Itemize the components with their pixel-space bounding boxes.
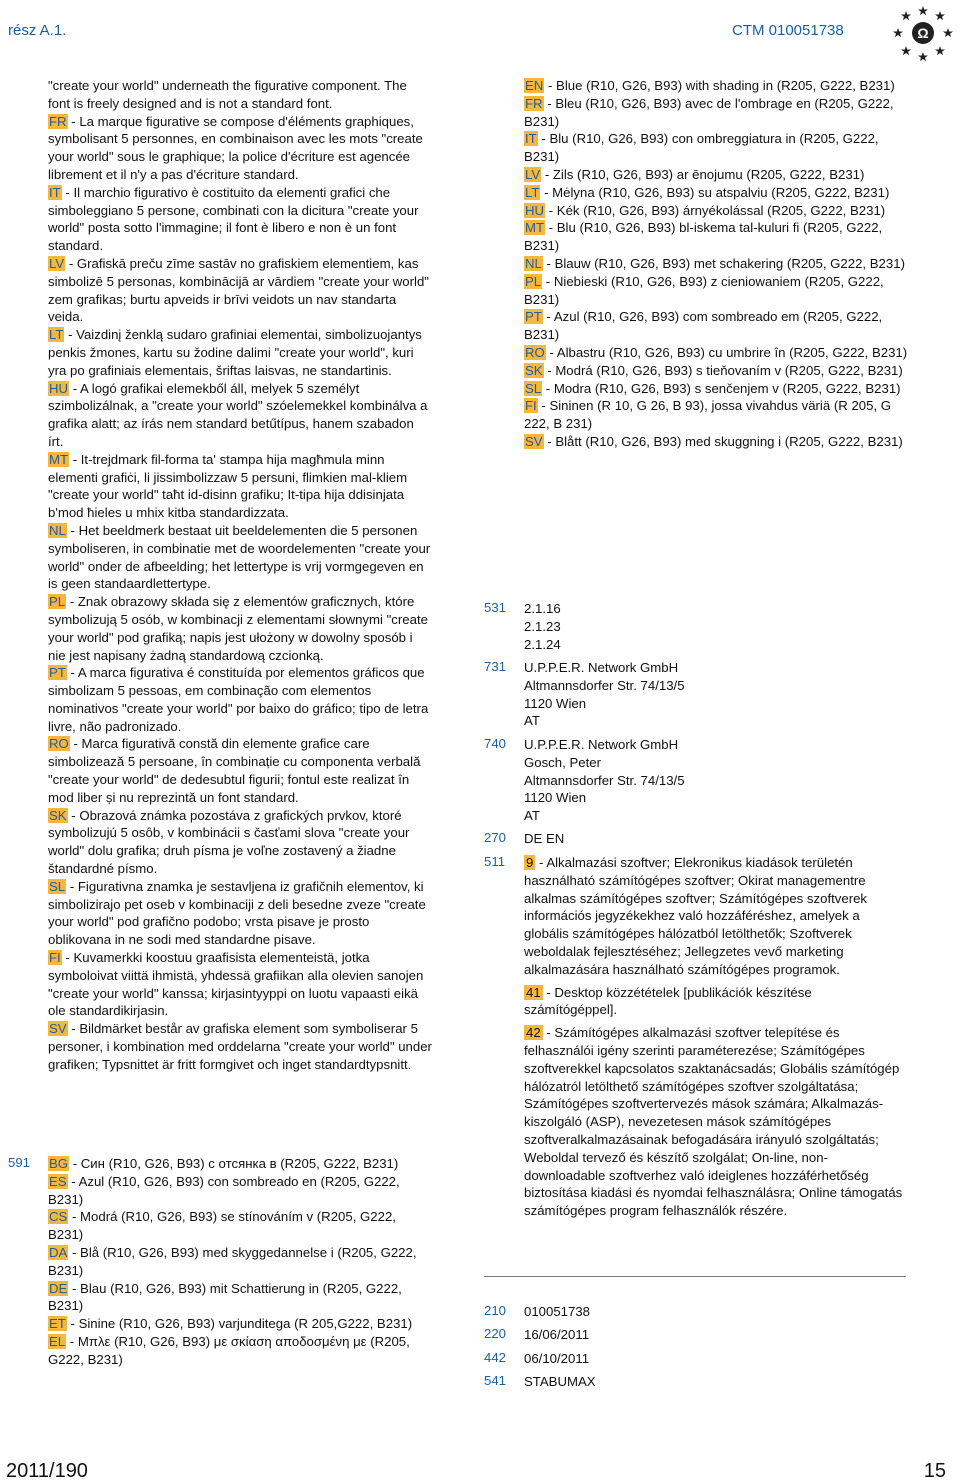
field-number-740: 740 <box>484 736 507 751</box>
color-entry <box>48 1208 432 1244</box>
filing-date: 16/06/2011 <box>524 1327 590 1342</box>
color-entry-code: PL <box>525 273 542 289</box>
color-entry-text: - Blauw (R10, G26, B93) met schakering (R205, G222, B231) <box>542 255 905 271</box>
description-entry-text: - Grafiskā preču zīme sastāv no grafiskiem elementiem, kas simbolizē 5 personas, kombinācijā ar vārdiem "create your world" zem grafikas; burtu apveids ir brīvi veidots un nav standarta veida. <box>48 255 429 325</box>
color-entry-text: - Син (R10, G26, B93) с отсянка в (R205, G222, B231) <box>69 1156 399 1171</box>
color-entry <box>524 166 908 184</box>
class-entry-code: 41 <box>526 984 541 1000</box>
color-entry-text: - Sinine (R10, G26, B93) varjunditega (R 205,G222, B231) <box>66 1316 413 1332</box>
description-entry-text: - Kuvamerkki koostuu graafisista elementeistä, jotka symboloivat viittä ihmistä, yhdessä grafiikan alla olevien sanojen "create your world" kanssa; kirjasintyyppi on luotu vapaasti eikä ole standardikirjasin. <box>48 950 424 1019</box>
color-claims-left <box>48 1155 432 1369</box>
color-entry-text: - Blau (R10, G26, B93) mit Schattierung in (R205, G222, B231) <box>48 1280 402 1314</box>
color-entry-text: - Modrá (R10, G26, B93) s tieňovaním v (R205, G222, B231) <box>543 362 903 378</box>
color-claims-right <box>524 77 908 451</box>
description-entry <box>48 113 432 184</box>
class-entry <box>524 854 908 979</box>
description-entry-text: - Bildmärket består av grafiska element som symboliserar 5 personer, i kombination med orddelarna "create your world" under grafiken; Typsnittet är fritt formgivet och inget standardtypsnitt. <box>48 1021 432 1072</box>
representative-line: Gosch, Peter <box>524 754 601 770</box>
description-entry-text: - Het beeldmerk bestaat uit beeldelementen die 5 personen symboliseren, in combinatie met de woordelementen "create your world" onder de afbeelding; het lettertype is vrij vormgegeven en is geen standaardlettertype. <box>48 522 431 592</box>
class-entry-text: - Számítógépes alkalmazási szoftver telepítése és felhasználói igény szerinti paraméterezése; Számítógépes szoftverekkel kapcsolatos szaktanácsadás; Globális számítógép hálózatról letölthető számítógépes szoftver szolgáltatása; Számítógépes szoftvertervezés mások számára; Alkalmazás-kiszolgáló (ASP), nevezetesen mások számítógépes szoftveralkalmazásainak befogadására irányuló szolgáltatás; Weboldal tervező és készítő szolgálat; On-line, non-downloadable szoftverhez való ideiglenes hozzáférhetőség biztosítása kiadási és nyomdai felhasználásra; Online támogatás számítógépes program felhasználók részére. <box>524 1025 903 1219</box>
description-list <box>48 113 432 1074</box>
color-entry-text: - Azul (R10, G26, B93) com sombreado em (R205, G222, B231) <box>524 309 883 343</box>
description-entry <box>48 1020 432 1073</box>
color-entry-text: - Blått (R10, G26, B93) med skuggning i (R205, G222, B231) <box>543 433 903 449</box>
representative-line: Altmannsdorfer Str. 74/13/5 <box>524 772 685 788</box>
nice-classes <box>524 854 908 1225</box>
bulletin-issue: 2011/190 <box>6 1460 88 1482</box>
color-entry-text: - Blå (R10, G26, B93) med skyggedannelse i (R205, G222, B231) <box>48 1244 417 1278</box>
color-entry-text: - Zils (R10, G26, B93) ar ēnojumu (R205, G222, B231) <box>541 166 865 182</box>
color-entry <box>524 255 908 273</box>
field-number-270: 270 <box>484 830 507 845</box>
color-entry <box>524 433 908 451</box>
color-entry <box>524 184 908 202</box>
description-entry-text: - La marque figurative se compose d'éléments graphiques, symbolisant 5 personnes, en combinaison avec les mots "create your world" sous le graphique; la police d'écriture est agencée librement et il n'y a pas d'écriture standard. <box>48 113 423 182</box>
description-entry <box>48 735 432 806</box>
description-entry-text: - A marca figurativa é constituída por elementos gráficos que simbolizam 5 pessoas, em combinação com elementos nominativos "create your world" por baixo do gráfico; tipo de letra livre, não padronizado. <box>48 665 429 734</box>
description-entry-text: - Vaizdinį ženklą sudaro grafiniai elementai, simbolizuojantys penkis žmones, kartu su žodine dalimi "create your world", kuri yra po grafiniais elementais, šriftas laisvas, ne standartinis. <box>48 327 422 378</box>
color-entry-code: IT <box>525 131 537 147</box>
class-entry-text: - Alkalmazási szoftver; Elekronikus kiadások területén használható számítógépes szoftver; Okirat managementre alkalmas számítógépes szoftver; Számítógépes szoftverek információs jegyzékekhez való hozzáféréshez, amelyek a globális számítógépes hálózatból letölthetők; Szoftverek weboldalak fejlesztéséhez; Jellegzetes vevő marketing alkalmazására használható számítógépes programok. <box>524 855 868 977</box>
description-entry <box>48 522 432 593</box>
color-entry-code: SK <box>525 362 543 378</box>
description-entry-code: SK <box>49 807 67 823</box>
vienna-class: 2.1.24 <box>524 636 561 652</box>
description-entry-code: MT <box>49 451 69 467</box>
class-entry <box>524 984 908 1020</box>
description-entry <box>48 878 432 949</box>
color-entry <box>48 1280 432 1316</box>
color-entry-text: - Mėlyna (R10, G26, B93) su atspalviu (R205, G222, B231) <box>540 184 890 200</box>
description-entry <box>48 949 432 1020</box>
representative-line: 1120 Wien <box>524 790 587 806</box>
color-entry-text: - Kék (R10, G26, B93) árnyékolással (R205, G222, B231) <box>545 202 886 218</box>
color-entry-code: FR <box>525 95 543 111</box>
ctm-number: CTM 010051738 <box>732 22 844 39</box>
description-entry-code: IT <box>49 184 61 200</box>
color-entry <box>48 1244 432 1280</box>
description-entry-text: - Znak obrazowy składa się z elementów graficznych, które symbolizują 5 osób, w kombinacji z elementami słownymi "create your world" pod grafiką; napis jest ułożony w dowolny sposób i nie jest napisany żadną standardową czcionką. <box>48 594 428 663</box>
color-entry-text: - Modra (R10, G26, B93) s senčenjem v (R205, G222, B231) <box>542 380 901 396</box>
vienna-class: 2.1.23 <box>524 618 561 634</box>
color-entry <box>524 344 908 362</box>
class-entry <box>524 1024 908 1220</box>
class-entry-code: 9 <box>526 855 534 870</box>
representative-line: AT <box>524 808 540 824</box>
description-entry-code: PL <box>49 594 66 610</box>
description-entry <box>48 451 432 522</box>
color-entry-code: DE <box>49 1280 68 1296</box>
color-entry-code: CS <box>49 1209 68 1225</box>
description-entry-code: RO <box>49 736 69 752</box>
color-entry <box>48 1173 432 1209</box>
field-number-511: 511 <box>484 854 506 869</box>
color-entry <box>524 202 908 220</box>
description-intro: "create your world" underneath the figurative component. The font is freely designed and is not a standard font. <box>48 78 407 111</box>
field-number-591: 591 <box>8 1155 31 1170</box>
description-entry <box>48 184 432 255</box>
description-entry-text: - Il marchio figurativo è costituito da elementi grafici che simboleggiano 5 persone, combinati con la dicitura "create your world" posta sotto l'immagine; il font è libero e non è un font standard. <box>48 184 419 254</box>
color-entry-text: - Bleu (R10, G26, B93) avec de l'ombrage en (R205, G222, B231) <box>524 95 894 129</box>
color-entry-text: - Blu (R10, G26, B93) con ombreggiatura in (R205, G222, B231) <box>524 131 879 165</box>
color-entry <box>524 308 908 344</box>
color-entry-code: FI <box>525 398 537 414</box>
description-entry-code: FI <box>49 950 61 966</box>
description-entry-code: SV <box>49 1021 67 1037</box>
class-entry-text: - Desktop közzétételek [publikációk készítése számítógéppel]. <box>524 984 812 1018</box>
description-entry-code: PT <box>49 665 66 681</box>
color-entry-text: - Niebieski (R10, G26, B93) z cieniowaniem (R205, G222, B231) <box>524 273 884 307</box>
color-entry <box>524 219 908 255</box>
description-entry-code: HU <box>49 380 69 396</box>
description-entry-code: LV <box>49 255 65 271</box>
color-list <box>48 1155 432 1369</box>
color-entry-code: EN <box>525 78 544 93</box>
color-entry <box>48 1155 432 1173</box>
color-entry-text: - Sininen (R 10, G 26, B 93), jossa vivahdus väriä (R 205, G 222, B 231) <box>524 398 892 432</box>
color-entry-text: - Albastru (R10, G26, B93) cu umbrire în (R205, G222, B231) <box>545 344 908 360</box>
field-number-731: 731 <box>484 659 507 674</box>
color-entry-text: - Modrá (R10, G26, B93) se stínováním v (R205, G222, B231) <box>48 1209 396 1243</box>
divider <box>484 1276 906 1277</box>
description-entry-text: - Obrazová známka pozostáva z grafických prvkov, ktoré symbolizujú 5 osôb, v kombinácii s časťami slova "create your world" dolu grafika; druh písma je voľne zostavený a žiadne štandardné písmo. <box>48 807 410 877</box>
publication-date: 06/10/2011 <box>524 1351 590 1366</box>
color-entry <box>524 397 908 433</box>
description-entry-code: SL <box>49 878 66 894</box>
color-entry-code: MT <box>525 220 545 236</box>
color-entry <box>48 1333 432 1369</box>
description-entry-code: LT <box>49 327 64 343</box>
color-entry <box>524 130 908 166</box>
color-entry <box>524 380 908 398</box>
color-entry-code: NL <box>525 255 542 271</box>
description-entry <box>48 326 432 379</box>
color-entry-code: LT <box>525 184 540 200</box>
color-entry-code: DA <box>49 1244 68 1260</box>
description-entry-code: FR <box>49 113 67 129</box>
applicant <box>524 659 908 730</box>
description-entry <box>48 807 432 878</box>
color-entry-code: PT <box>525 309 542 325</box>
class-entry-code: 42 <box>526 1025 541 1041</box>
page-number: 15 <box>923 1460 946 1482</box>
section-label: rész A.1. <box>8 22 67 39</box>
field-number-531: 531 <box>484 600 507 615</box>
description-entry <box>48 380 432 451</box>
description-entry-text: - Figurativna znamka je sestavljena iz grafičnih elementov, ki simbolizirajo pet oseb v kombinaciji z deli besedne zveze "create your world" pod grafično podobo; vrsta pisave je prosto oblikovana in ne sodi med standardne pisave. <box>48 878 426 948</box>
languages: DE EN <box>524 831 565 846</box>
vienna-class: 2.1.16 <box>524 601 561 616</box>
field-number-442: 442 <box>484 1350 507 1365</box>
color-entry-text: - Blue (R10, G26, B93) with shading in (R205, G222, B231) <box>544 78 895 93</box>
color-entry-code: SV <box>525 433 543 449</box>
word-mark: STABUMAX <box>524 1374 596 1389</box>
application-number: 010051738 <box>524 1304 591 1319</box>
svg-text:Ω: Ω <box>917 25 929 41</box>
color-entry-code: ES <box>49 1173 67 1189</box>
field-number-220: 220 <box>484 1326 507 1341</box>
class-list <box>524 854 908 1220</box>
field-number-210: 210 <box>484 1303 507 1318</box>
applicant-line: AT <box>524 713 540 729</box>
representative <box>524 736 908 825</box>
representative-line: U.P.P.E.R. Network GmbH <box>524 737 679 752</box>
left-column <box>48 77 432 1074</box>
color-entry <box>48 1315 432 1333</box>
color-entry-code: LV <box>525 166 541 182</box>
description-entry-text: - Marca figurativă constă din elemente grafice care simbolizează 5 persoane, în combinație cu componenta verbală "create your world" de dedesubtul figurii; fontul este realizat în mod liber și nu reprezintă un font standard. <box>48 736 421 805</box>
color-entry-code: ET <box>49 1316 66 1332</box>
color-entry-text: - Μπλε (R10, G26, B93) με σκίαση αποδοσμένη με (R205, G222, B231) <box>48 1333 410 1367</box>
color-entry-code: HU <box>525 202 545 218</box>
ohim-logo-icon <box>890 4 956 64</box>
color-entry <box>524 362 908 380</box>
description-entry-text: - It-trejdmark fil-forma ta' stampa hija magħmula minn elementi grafiċi, li jissimbolizzaw 5 persuni, flimkien mal-kliem "create your world" taħt id-disinn grafiku; It-tipa hija ddisinjata b'mod ħieles u mhix kitba standardizzata. <box>48 451 408 521</box>
color-entry-code: BG <box>49 1156 69 1171</box>
color-entry-code: RO <box>525 344 545 360</box>
applicant-line: 1120 Wien <box>524 695 587 711</box>
color-entry-code: EL <box>49 1333 66 1349</box>
color-entry <box>524 273 908 309</box>
color-entry <box>524 77 908 95</box>
description-entry-text: - A logó grafikai elemekből áll, melyek 5 személyt szimbolizálnak, a "create your world" szóelemekkel kombinálva a grafika alatt; az írás nem standard betűtípus, hanem szabadon írt. <box>48 380 428 449</box>
color-entry-text: - Azul (R10, G26, B93) con sombreado en (R205, G222, B231) <box>48 1173 400 1207</box>
applicant-line: Altmannsdorfer Str. 74/13/5 <box>524 677 685 693</box>
description-entry <box>48 593 432 664</box>
applicant-line: U.P.P.E.R. Network GmbH <box>524 660 679 675</box>
description-entry <box>48 255 432 326</box>
color-list <box>524 77 908 451</box>
color-entry-code: SL <box>525 380 542 396</box>
description-entry-code: NL <box>49 522 66 538</box>
color-entry-text: - Blu (R10, G26, B93) bl-iskema tal-kuluri fi (R205, G222, B231) <box>524 220 883 254</box>
color-entry <box>524 95 908 131</box>
field-number-541: 541 <box>484 1373 507 1388</box>
vienna-classes <box>524 600 908 653</box>
description-entry <box>48 664 432 735</box>
